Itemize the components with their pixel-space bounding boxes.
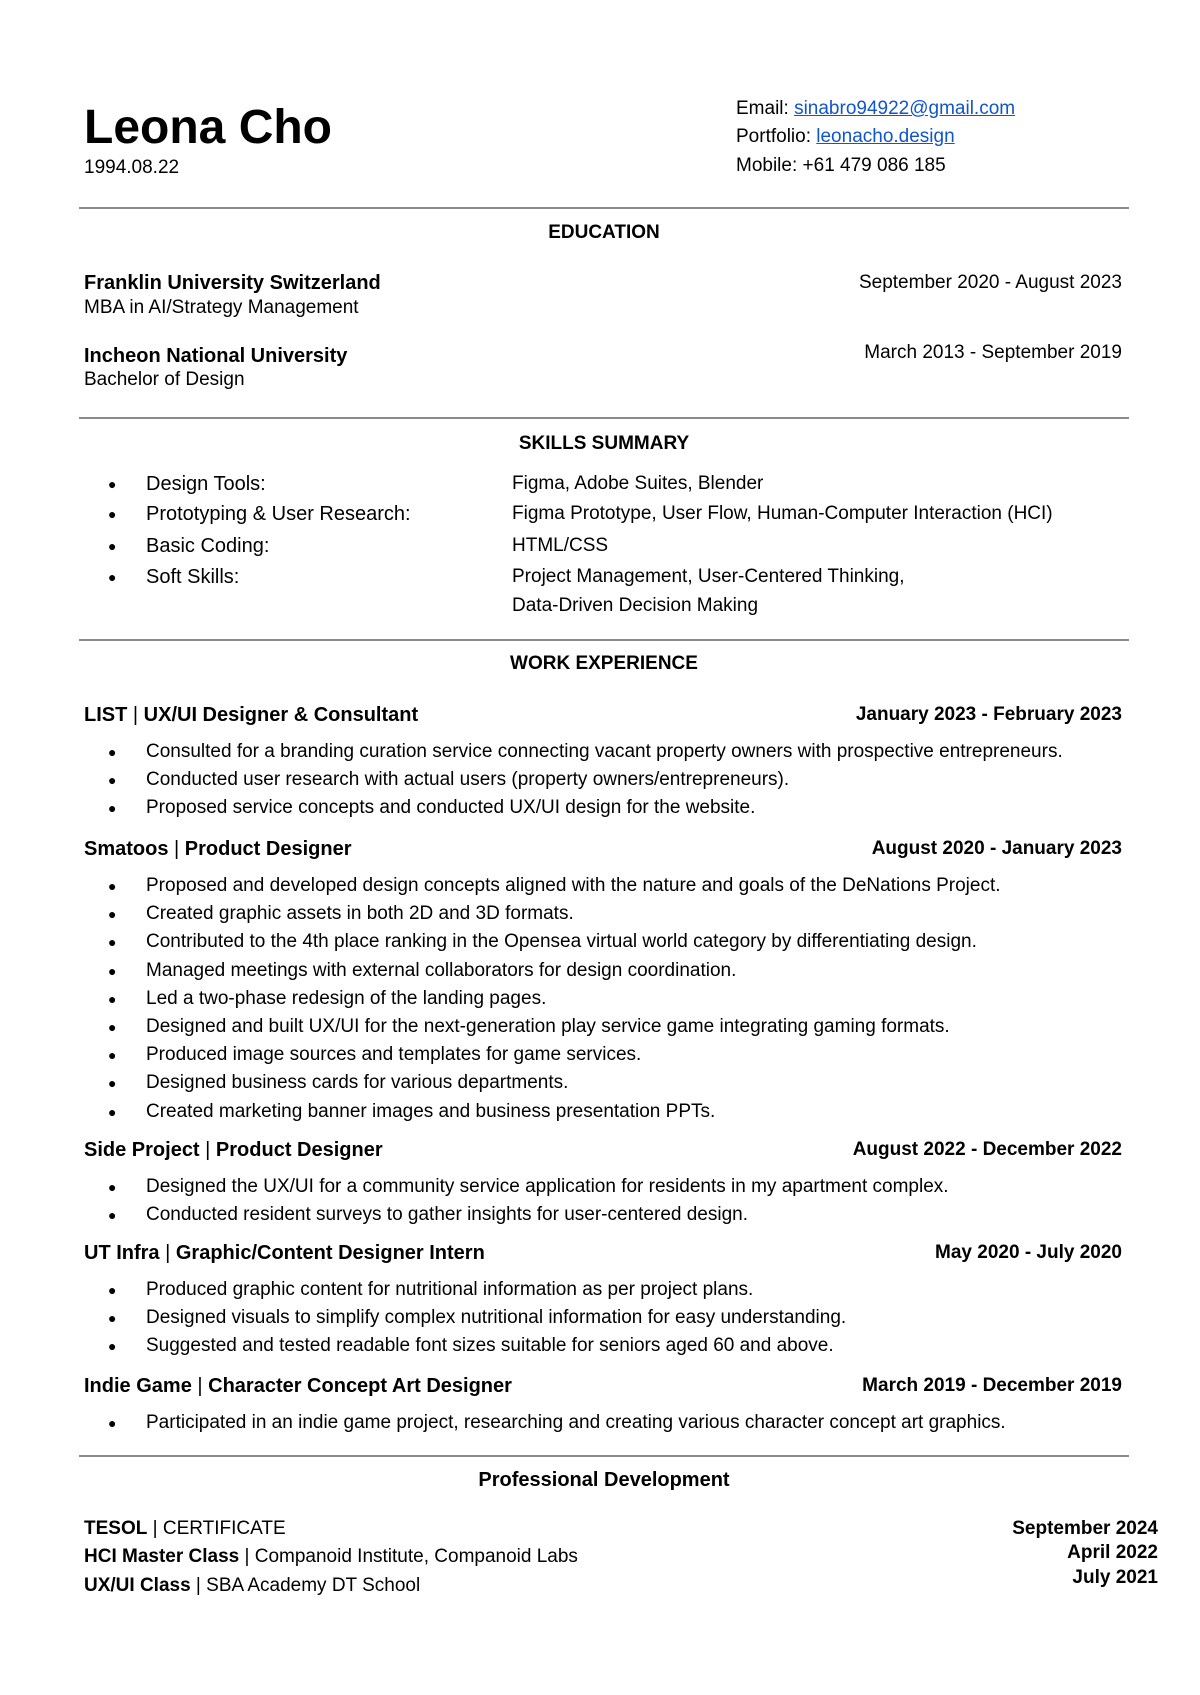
school-name: Franklin University Switzerland — [84, 272, 381, 294]
role-name: UX/UI Designer & Consultant — [143, 704, 419, 726]
contact-email — [736, 97, 1015, 121]
skill-label: Prototyping & User Research: — [146, 503, 411, 525]
job-bullet: Created graphic assets in both 2D and 3D formats. — [146, 903, 574, 925]
job-bullet: Designed and built UX/UI for the next-generation play service game integrating gaming formats. — [146, 1016, 950, 1037]
portfolio-label: Portfolio: — [736, 126, 817, 147]
school-name: Incheon National University — [84, 345, 348, 367]
bullet-icon: ● — [108, 1019, 117, 1035]
skill-value: Figma Prototype, User Flow, Human-Computer Interaction (HCI) — [512, 503, 1053, 524]
job-title — [84, 837, 351, 861]
education-dates: March 2013 - September 2019 — [864, 342, 1122, 363]
job-bullet: Conducted user research with actual users (property owners/entrepreneurs). — [146, 769, 790, 791]
job-dates: May 2020 - July 2020 — [935, 1242, 1122, 1263]
course-name: TESOL — [84, 1518, 148, 1539]
degree: Bachelor of Design — [84, 369, 245, 390]
skill-value: Figma, Adobe Suites, Blender — [512, 473, 764, 494]
job-title — [84, 1374, 512, 1398]
company-name: Side Project — [84, 1139, 200, 1161]
divider — [79, 1455, 1129, 1457]
company-name: Indie Game — [84, 1375, 192, 1397]
development-date: July 2021 — [1072, 1567, 1158, 1588]
bullet-icon: ● — [108, 744, 117, 760]
job-bullet: Suggested and tested readable font sizes suitable for seniors aged 60 and above. — [146, 1335, 834, 1357]
role-name: Graphic/Content Designer Intern — [175, 1242, 485, 1264]
development-item — [84, 1517, 286, 1541]
separator: | — [191, 1375, 209, 1397]
portfolio-link[interactable]: leonacho.design — [816, 126, 955, 147]
section-title-skills: SKILLS SUMMARY — [518, 433, 690, 454]
job-bullet: Participated in an indie game project, researching and creating various character concept art graphics. — [146, 1412, 1006, 1433]
company-name: Smatoos — [84, 838, 169, 860]
job-bullet: Managed meetings with external collaborators for design coordination. — [146, 959, 737, 981]
divider — [79, 639, 1129, 641]
job-bullet: Proposed service concepts and conducted UX/UI design for the website. — [146, 797, 756, 819]
company-name: LIST — [84, 704, 128, 726]
course-name: UX/UI Class — [84, 1575, 191, 1596]
skill-label: Design Tools: — [146, 473, 266, 495]
development-date: September 2024 — [1012, 1518, 1158, 1539]
bullet-icon: ● — [108, 1207, 117, 1224]
separator: | — [168, 838, 185, 860]
skill-value: Data-Driven Decision Making — [512, 595, 759, 616]
development-item — [84, 1574, 420, 1598]
job-bullet: Proposed and developed design concepts aligned with the nature and goals of the DeNations Project. — [146, 875, 1001, 896]
bullet-icon: ● — [108, 990, 117, 1007]
contact-mobile: Mobile: +61 479 086 185 — [736, 155, 946, 176]
job-title — [84, 703, 418, 727]
bullet-icon: ● — [108, 1075, 117, 1092]
job-bullet: Conducted resident surveys to gather insights for user-centered design. — [146, 1204, 748, 1226]
education-dates: September 2020 - August 2023 — [858, 272, 1122, 293]
bullet-icon: ● — [108, 506, 117, 522]
section-title-development: Professional Development — [478, 1469, 730, 1491]
separator: | — [159, 1242, 176, 1264]
bullet-icon: ● — [108, 1415, 117, 1431]
contact-portfolio — [736, 125, 955, 149]
skill-value: HTML/CSS — [512, 535, 609, 556]
job-bullet: Led a two-phase redesign of the landing pages. — [146, 987, 547, 1009]
email-link[interactable]: sinabro94922@gmail.com — [794, 98, 1016, 119]
bullet-icon: ● — [108, 1310, 117, 1327]
role-name: Product Designer — [184, 838, 352, 860]
bullet-icon: ● — [108, 962, 117, 979]
bullet-icon: ● — [108, 1103, 117, 1120]
course-detail: SBA Academy DT School — [206, 1575, 421, 1596]
company-name: UT Infra — [84, 1242, 160, 1264]
divider — [79, 207, 1129, 209]
bullet-icon: ● — [108, 476, 117, 492]
separator: | — [147, 1518, 163, 1539]
bullet-icon: ● — [108, 569, 117, 585]
course-detail: CERTIFICATE — [162, 1518, 286, 1539]
divider — [79, 417, 1129, 419]
section-title-education: EDUCATION — [548, 222, 660, 243]
job-dates: August 2020 - January 2023 — [871, 838, 1122, 859]
bullet-icon: ● — [108, 772, 117, 789]
bullet-icon: ● — [108, 906, 117, 923]
job-bullet: Designed the UX/UI for a community service application for residents in my apartment complex. — [146, 1176, 949, 1197]
job-bullet: Designed visuals to simplify complex nutritional information for easy understanding. — [146, 1307, 847, 1329]
role-name: Product Designer — [215, 1139, 383, 1161]
job-title — [84, 1138, 383, 1162]
skill-value: Project Management, User-Centered Thinking, — [512, 566, 905, 587]
bullet-icon: ● — [108, 800, 117, 817]
skill-label: Soft Skills: — [146, 566, 240, 588]
job-bullet: Produced graphic content for nutritional information as per project plans. — [146, 1279, 754, 1300]
bullet-icon: ● — [108, 878, 117, 894]
job-dates: August 2022 - December 2022 — [852, 1139, 1122, 1160]
section-title-work: WORK EXPERIENCE — [510, 653, 698, 674]
email-label: Email: — [736, 98, 795, 119]
candidate-name: Leona Cho — [84, 101, 332, 154]
bullet-icon: ● — [108, 538, 117, 554]
separator: | — [127, 704, 144, 726]
separator: | — [190, 1575, 207, 1596]
job-bullet: Created marketing banner images and business presentation PPTs. — [146, 1100, 716, 1122]
job-dates: March 2019 - December 2019 — [862, 1375, 1122, 1396]
job-bullet: Designed business cards for various departments. — [146, 1072, 569, 1094]
job-bullet: Contributed to the 4th place ranking in the Opensea virtual world category by differentiating design. — [146, 931, 977, 953]
separator: | — [199, 1139, 216, 1161]
degree: MBA in AI/Strategy Management — [84, 297, 359, 318]
bullet-icon: ● — [108, 1338, 117, 1355]
development-date: April 2022 — [1067, 1542, 1158, 1563]
bullet-icon: ● — [108, 934, 117, 951]
birthdate: 1994.08.22 — [84, 157, 180, 178]
job-dates: January 2023 - February 2023 — [855, 704, 1122, 725]
job-bullet: Consulted for a branding curation service connecting vacant property owners with prospective entrepreneurs. — [146, 741, 1063, 762]
bullet-icon: ● — [108, 1179, 117, 1195]
skill-label: Basic Coding: — [146, 535, 270, 557]
bullet-icon: ● — [108, 1047, 117, 1064]
bullet-icon: ● — [108, 1282, 117, 1298]
job-title — [84, 1241, 485, 1265]
job-bullet: Produced image sources and templates for game services. — [146, 1044, 642, 1066]
course-detail: Companoid Institute, Companoid Labs — [254, 1546, 578, 1567]
separator: | — [239, 1546, 255, 1567]
course-name: HCI Master Class — [84, 1546, 240, 1567]
role-name: Character Concept Art Designer — [208, 1375, 512, 1397]
development-item — [84, 1545, 578, 1569]
